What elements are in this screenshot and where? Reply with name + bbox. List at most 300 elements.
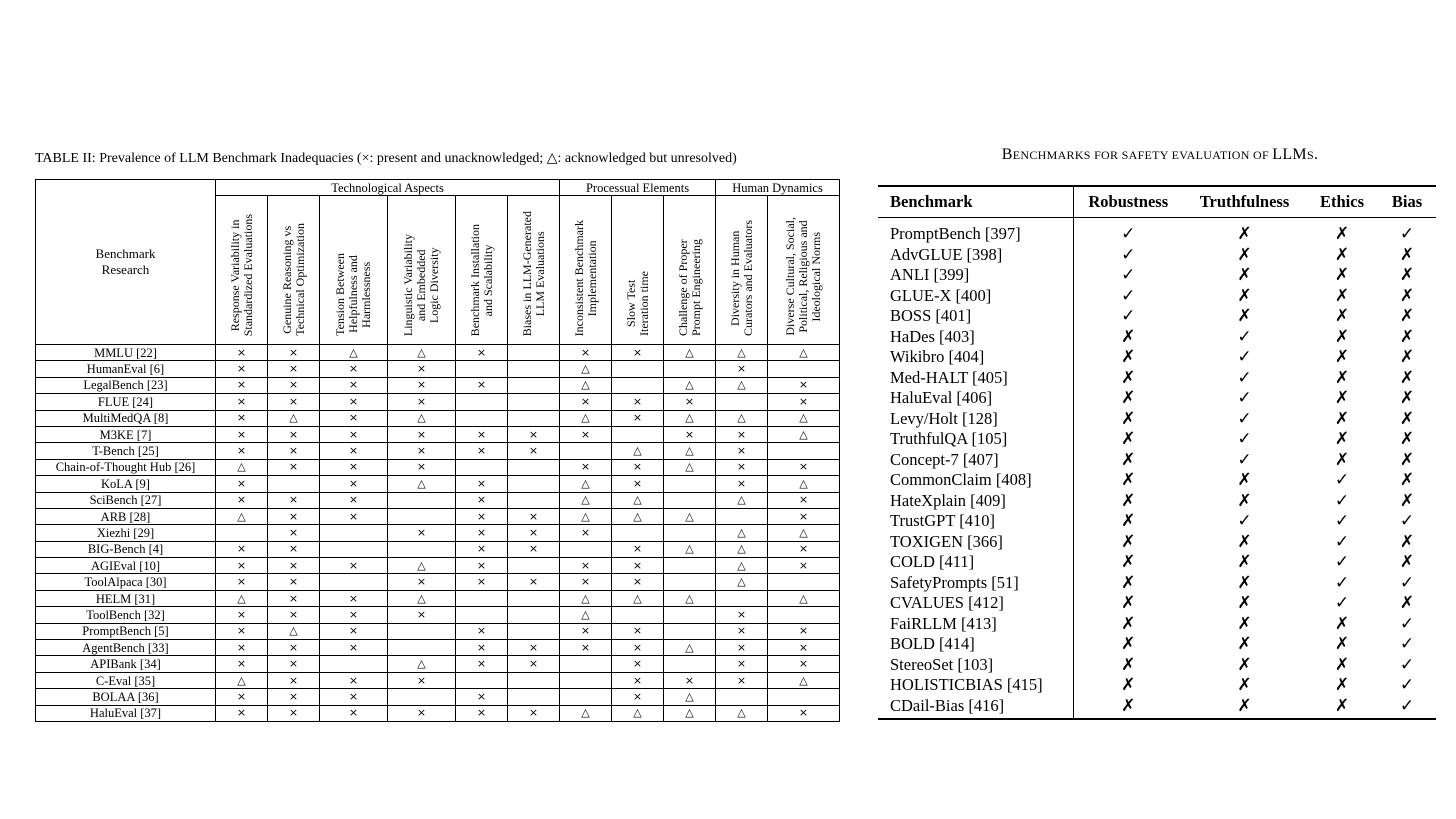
column-header-label: Genuine Reasoning vs Technical Optimization (279, 223, 307, 336)
benchmark-name: Wikibro [404] (878, 347, 1073, 368)
inadequacy-cell: △ (664, 541, 716, 557)
inadequacy-cell: △ (664, 459, 716, 475)
cross-mark-icon: ✗ (1121, 326, 1136, 347)
inadequacy-cell: △ (388, 345, 456, 361)
cross-mark-icon: ✗ (1073, 696, 1183, 720)
table-row (36, 525, 840, 541)
benchmark-name: FLUE [24] (36, 394, 216, 410)
table2-caption: TABLE II: Prevalence of LLM Benchmark Inadequacies (×: present and unacknowledged; △: acknowledged but unresolved) (35, 151, 737, 166)
column-header-6 (560, 196, 612, 345)
benchmark-name: HaDes [403] (878, 327, 1073, 348)
inadequacy-cell: × (612, 640, 664, 656)
inadequacy-cell (508, 394, 560, 410)
cross-mark-icon: ✗ (1399, 388, 1415, 409)
inadequacy-cell: × (268, 574, 320, 590)
inadequacy-cell: △ (216, 508, 268, 524)
inadequacy-cell (768, 607, 840, 623)
inadequacy-cell: × (388, 377, 456, 393)
benchmark-name: ANLI [399] (878, 265, 1073, 286)
group-header-human: Human Dynamics (716, 180, 840, 196)
col-header-robustness: Robustness (1073, 186, 1183, 218)
benchmark-name: Concept-7 [407] (878, 450, 1073, 471)
table-row (36, 426, 840, 442)
inadequacy-cell: × (612, 689, 664, 705)
inadequacy-cell (508, 607, 560, 623)
inadequacy-cell: △ (768, 426, 840, 442)
inadequacy-cell: × (216, 640, 268, 656)
inadequacy-cell (612, 426, 664, 442)
table-row (36, 590, 840, 606)
inadequacy-cell: × (560, 345, 612, 361)
benchmark-name: MMLU [22] (36, 345, 216, 361)
inadequacy-cell: × (320, 590, 388, 606)
inadequacy-cell: × (268, 492, 320, 508)
column-header-label: Response Variability in Standardized Evaluations (227, 213, 255, 336)
inadequacy-cell: × (216, 377, 268, 393)
inadequacy-cell: △ (320, 345, 388, 361)
cross-mark-icon: ✗ (1334, 367, 1350, 388)
inadequacy-cell: × (456, 623, 508, 639)
table3-caption (880, 146, 1440, 164)
safety-benchmarks-table (878, 185, 1436, 720)
cross-mark-icon: ✗ (1334, 654, 1350, 675)
inadequacy-cell: × (560, 525, 612, 541)
table-row (36, 607, 840, 623)
check-mark-icon: ✓ (1334, 470, 1350, 491)
inadequacy-cell: × (268, 525, 320, 541)
check-mark-icon: ✓ (1237, 408, 1252, 429)
inadequacy-cell: × (216, 426, 268, 442)
cross-mark-icon: ✗ (1399, 367, 1415, 388)
cross-mark-icon: ✗ (1399, 347, 1415, 368)
inadequacy-cell: △ (664, 689, 716, 705)
inadequacy-cell (456, 590, 508, 606)
benchmark-name: HaluEval [406] (878, 388, 1073, 409)
benchmark-name: KoLA [9] (36, 476, 216, 492)
benchmark-name: ToolBench [32] (36, 607, 216, 623)
table-row (878, 511, 1436, 532)
col-header-benchmark: Benchmark (878, 186, 1073, 218)
cross-mark-icon: ✗ (1121, 634, 1136, 655)
inadequacy-cell: × (508, 508, 560, 524)
check-mark-icon: ✓ (1334, 593, 1350, 614)
check-mark-icon: ✓ (1399, 572, 1415, 593)
inadequacy-cell: × (716, 426, 768, 442)
inadequacy-cell: × (320, 443, 388, 459)
cross-mark-icon: ✗ (1121, 429, 1136, 450)
check-mark-icon: ✓ (1399, 675, 1415, 696)
inadequacy-cell (508, 361, 560, 377)
inadequacy-cell: × (268, 656, 320, 672)
inadequacy-cell (320, 656, 388, 672)
column-header-7 (612, 196, 664, 345)
inadequacy-cell (508, 623, 560, 639)
inadequacy-cell: × (268, 640, 320, 656)
inadequacy-cell (716, 689, 768, 705)
inadequacy-cell (716, 394, 768, 410)
cross-mark-icon: ✗ (1121, 531, 1136, 552)
inadequacy-cell: △ (664, 508, 716, 524)
inadequacy-cell: × (320, 672, 388, 688)
inadequacy-cell: × (216, 492, 268, 508)
inadequacy-cell (456, 361, 508, 377)
table-row (878, 265, 1436, 286)
inadequacy-cell: × (268, 459, 320, 475)
benchmark-name: AgentBench [33] (36, 640, 216, 656)
table-row (36, 377, 840, 393)
cross-mark-icon: ✗ (1399, 449, 1415, 470)
inadequacy-cell: × (768, 558, 840, 574)
check-mark-icon: ✓ (1378, 696, 1436, 720)
benchmark-name: ToolAlpaca [30] (36, 574, 216, 590)
inadequacy-cell: × (320, 607, 388, 623)
inadequacy-cell: △ (560, 705, 612, 721)
cross-mark-icon: ✗ (1121, 654, 1136, 675)
inadequacy-cell: × (216, 410, 268, 426)
inadequacy-cell: × (268, 508, 320, 524)
inadequacy-cell: × (216, 394, 268, 410)
inadequacy-cell: × (320, 459, 388, 475)
column-header-10 (768, 196, 840, 345)
inadequacy-cell: × (456, 426, 508, 442)
inadequacy-cell: × (768, 656, 840, 672)
inadequacy-cell: × (268, 361, 320, 377)
inadequacy-cell: △ (560, 476, 612, 492)
inadequacy-cell (716, 508, 768, 524)
inadequacy-cell (508, 492, 560, 508)
inadequacy-cell (216, 525, 268, 541)
table-row (878, 552, 1436, 573)
cross-mark-icon: ✗ (1121, 367, 1136, 388)
inadequacy-cell: × (456, 656, 508, 672)
inadequacy-cell: × (768, 541, 840, 557)
column-header-8 (664, 196, 716, 345)
inadequacy-cell: × (268, 394, 320, 410)
inadequacy-cell: × (456, 492, 508, 508)
inadequacy-cell: × (768, 640, 840, 656)
cross-mark-icon: ✗ (1237, 593, 1252, 614)
inadequacy-cell: × (716, 443, 768, 459)
benchmark-name: AdvGLUE [398] (878, 245, 1073, 266)
benchmark-name: CommonClaim [408] (878, 470, 1073, 491)
benchmark-name: TruthfulQA [105] (878, 429, 1073, 450)
inadequacy-cell: △ (768, 590, 840, 606)
inadequacy-cell: × (216, 574, 268, 590)
inadequacy-cell: × (716, 640, 768, 656)
inadequacy-cell: × (388, 459, 456, 475)
table-row (878, 655, 1436, 676)
cross-mark-icon: ✗ (1183, 696, 1306, 720)
inadequacy-cell: × (320, 640, 388, 656)
check-mark-icon: ✓ (1121, 224, 1136, 245)
cross-mark-icon: ✗ (1334, 244, 1350, 265)
inadequacy-cell (664, 361, 716, 377)
inadequacy-cell: △ (664, 590, 716, 606)
inadequacy-cell: × (388, 525, 456, 541)
cross-mark-icon: ✗ (1121, 470, 1136, 491)
cross-mark-icon: ✗ (1334, 285, 1350, 306)
benchmark-name: T-Bench [25] (36, 443, 216, 459)
inadequacy-cell: × (716, 656, 768, 672)
cross-mark-icon: ✗ (1237, 654, 1252, 675)
inadequacy-cell: × (216, 361, 268, 377)
inadequacy-cell: × (320, 394, 388, 410)
inadequacy-cell (664, 492, 716, 508)
cross-mark-icon: ✗ (1334, 326, 1350, 347)
inadequacy-cell: × (268, 590, 320, 606)
inadequacy-cell: × (216, 558, 268, 574)
cross-mark-icon: ✗ (1237, 675, 1252, 696)
group-header-technological: Technological Aspects (216, 180, 560, 196)
inadequacy-cell: × (664, 672, 716, 688)
cross-mark-icon: ✗ (1237, 572, 1252, 593)
benchmark-name: COLD [411] (878, 552, 1073, 573)
column-header-label: Challenge of Proper Prompt Engineering (675, 239, 703, 336)
inadequacy-cell: △ (560, 377, 612, 393)
inadequacy-cell: × (320, 558, 388, 574)
inadequacy-cell (560, 443, 612, 459)
column-header-5 (508, 196, 560, 345)
inadequacy-cell: × (388, 705, 456, 721)
inadequacy-cell (508, 476, 560, 492)
inadequacy-cell: × (456, 443, 508, 459)
table-row (878, 573, 1436, 594)
benchmark-name: BIG-Bench [4] (36, 541, 216, 557)
inadequacy-cell: × (216, 689, 268, 705)
col-header-truthfulness: Truthfulness (1183, 186, 1306, 218)
inadequacy-cell (508, 459, 560, 475)
inadequacy-cell: △ (560, 410, 612, 426)
inadequacy-cell: × (268, 541, 320, 557)
inadequacy-cell: × (268, 377, 320, 393)
check-mark-icon: ✓ (1121, 265, 1136, 286)
inadequacy-cell (716, 590, 768, 606)
check-mark-icon: ✓ (1121, 306, 1136, 327)
inadequacy-cell (508, 590, 560, 606)
check-mark-icon: ✓ (1237, 429, 1252, 450)
inadequacy-cell: △ (388, 590, 456, 606)
inadequacy-cell (456, 410, 508, 426)
cross-mark-icon: ✗ (1399, 531, 1415, 552)
inadequacy-cell: △ (716, 705, 768, 721)
cross-mark-icon: ✗ (1121, 408, 1136, 429)
benchmark-name: GLUE-X [400] (878, 286, 1073, 307)
inadequacy-cell: × (612, 394, 664, 410)
inadequacy-cell: × (388, 443, 456, 459)
check-mark-icon: ✓ (1334, 531, 1350, 552)
inadequacy-cell (560, 672, 612, 688)
check-mark-icon: ✓ (1237, 511, 1252, 532)
inadequacy-cell: △ (768, 525, 840, 541)
inadequacy-cell: × (768, 459, 840, 475)
table-row (878, 634, 1436, 655)
column-header-label: Inconsistent Benchmark Implementation (571, 219, 599, 336)
cross-mark-icon: ✗ (1399, 593, 1415, 614)
inadequacy-cell: × (268, 705, 320, 721)
inadequacy-cell (664, 558, 716, 574)
inadequacy-cell: × (508, 426, 560, 442)
benchmark-name: C-Eval [35] (36, 672, 216, 688)
inadequacy-cell: × (560, 459, 612, 475)
table-row (36, 705, 840, 721)
check-mark-icon: ✓ (1334, 572, 1350, 593)
inadequacy-cell (664, 656, 716, 672)
inadequacy-cell: × (268, 345, 320, 361)
inadequacy-cell: × (768, 492, 840, 508)
inadequacy-cell: × (320, 508, 388, 524)
inadequacy-cell (508, 345, 560, 361)
benchmark-name: APIBank [34] (36, 656, 216, 672)
inadequacy-cell: × (612, 623, 664, 639)
inadequacy-cell (388, 623, 456, 639)
column-header-label: Benchmark Installation and Scalability (467, 223, 495, 336)
inadequacy-cell: × (716, 476, 768, 492)
inadequacy-cell: × (320, 689, 388, 705)
inadequacy-cell: × (388, 574, 456, 590)
cross-mark-icon: ✗ (1237, 265, 1252, 286)
inadequacy-cell: × (508, 541, 560, 557)
inadequacy-cell: △ (768, 410, 840, 426)
inadequacy-cell: × (768, 508, 840, 524)
table-row (878, 409, 1436, 430)
inadequacy-cell: × (216, 607, 268, 623)
inadequacy-cell: △ (388, 476, 456, 492)
table-row (878, 306, 1436, 327)
inadequacy-cell (768, 361, 840, 377)
benchmark-name: PromptBench [5] (36, 623, 216, 639)
table-row (878, 614, 1436, 635)
inadequacy-cell: × (388, 361, 456, 377)
benchmark-name: Med-HALT [405] (878, 368, 1073, 389)
cross-mark-icon: ✗ (1237, 552, 1252, 573)
inadequacy-cell: × (768, 623, 840, 639)
table-row (36, 541, 840, 557)
inadequacy-cell (664, 574, 716, 590)
column-header-label: Biases in LLM-Generated LLM Evaluations (519, 210, 547, 336)
cross-mark-icon: ✗ (1399, 429, 1415, 450)
inadequacy-cell: × (508, 574, 560, 590)
caption-s: S (1306, 148, 1314, 162)
inadequacy-cell: × (716, 361, 768, 377)
inadequacy-cell (508, 558, 560, 574)
inadequacy-cell: △ (216, 672, 268, 688)
inadequacy-cell: △ (612, 590, 664, 606)
check-mark-icon: ✓ (1237, 347, 1252, 368)
benchmark-name: ARB [28] (36, 508, 216, 524)
column-header-4 (456, 196, 508, 345)
inadequacy-cell: × (716, 459, 768, 475)
table-row (36, 345, 840, 361)
inadequacy-cell: × (508, 640, 560, 656)
cross-mark-icon: ✗ (1306, 696, 1378, 720)
benchmark-name: FaiRLLM [413] (878, 614, 1073, 635)
inadequacy-cell: × (268, 558, 320, 574)
inadequacy-cell (560, 689, 612, 705)
check-mark-icon: ✓ (1237, 367, 1252, 388)
inadequacy-cell: × (612, 672, 664, 688)
cross-mark-icon: ✗ (1121, 675, 1136, 696)
table-row (36, 476, 840, 492)
benchmark-name: TrustGPT [410] (878, 511, 1073, 532)
inadequacy-cell (456, 672, 508, 688)
table-row (878, 388, 1436, 409)
inadequacy-cell: △ (664, 410, 716, 426)
cross-mark-icon: ✗ (1334, 265, 1350, 286)
inadequacy-cell: × (320, 705, 388, 721)
inadequacy-cell: × (612, 541, 664, 557)
inadequacy-cell: × (216, 476, 268, 492)
inadequacy-cell: △ (716, 574, 768, 590)
inadequacy-cell: △ (612, 492, 664, 508)
group-header-processual: Processual Elements (560, 180, 716, 196)
inadequacy-cell: △ (768, 345, 840, 361)
table-row (878, 429, 1436, 450)
table-row (36, 394, 840, 410)
inadequacy-cell: × (320, 377, 388, 393)
inadequacy-cell: △ (388, 558, 456, 574)
inadequacies-table (35, 179, 840, 722)
inadequacy-cell: △ (664, 345, 716, 361)
cross-mark-icon: ✗ (1237, 470, 1252, 491)
cross-mark-icon: ✗ (1237, 613, 1252, 634)
col-header-bias: Bias (1378, 186, 1436, 218)
cross-mark-icon: ✗ (1334, 224, 1350, 245)
inadequacy-cell: × (456, 345, 508, 361)
inadequacy-cell: × (456, 640, 508, 656)
column-header-1 (268, 196, 320, 345)
inadequacy-cell: × (664, 394, 716, 410)
table-row (878, 450, 1436, 471)
cross-mark-icon: ✗ (1121, 572, 1136, 593)
benchmark-name: AGIEval [10] (36, 558, 216, 574)
inadequacy-cell: × (216, 705, 268, 721)
inadequacy-cell: △ (768, 672, 840, 688)
cross-mark-icon: ✗ (1399, 285, 1415, 306)
benchmark-name: CDail-Bias [416] (878, 696, 1073, 720)
benchmark-name: SafetyPrompts [51] (878, 573, 1073, 594)
inadequacy-cell (664, 525, 716, 541)
inadequacy-cell: × (612, 345, 664, 361)
inadequacy-cell: △ (716, 410, 768, 426)
benchmark-name: HateXplain [409] (878, 491, 1073, 512)
inadequacy-cell (268, 476, 320, 492)
benchmark-name: SciBench [27] (36, 492, 216, 508)
inadequacy-cell: △ (716, 345, 768, 361)
check-mark-icon: ✓ (1399, 634, 1415, 655)
cross-mark-icon: ✗ (1399, 265, 1415, 286)
benchmark-name: PromptBench [397] (878, 218, 1073, 245)
check-mark-icon: ✓ (1399, 613, 1415, 634)
inadequacy-cell (508, 672, 560, 688)
table-row (878, 593, 1436, 614)
cross-mark-icon: ✗ (1334, 613, 1350, 634)
caption-smallcaps: ENCHMARKS FOR SAFETY EVALUATION OF (1012, 148, 1273, 162)
inadequacy-cell: × (612, 410, 664, 426)
inadequacy-cell: × (716, 672, 768, 688)
inadequacy-cell: × (388, 672, 456, 688)
inadequacy-cell: △ (664, 705, 716, 721)
inadequacy-cell: × (768, 377, 840, 393)
check-mark-icon: ✓ (1121, 285, 1136, 306)
inadequacy-cell: × (456, 377, 508, 393)
inadequacy-cell: × (456, 476, 508, 492)
cross-mark-icon: ✗ (1334, 449, 1350, 470)
table-row (878, 368, 1436, 389)
table-row (36, 459, 840, 475)
cross-mark-icon: ✗ (1237, 244, 1252, 265)
cross-mark-icon: ✗ (1399, 470, 1415, 491)
benchmark-research-header: Benchmark Research (36, 180, 216, 345)
